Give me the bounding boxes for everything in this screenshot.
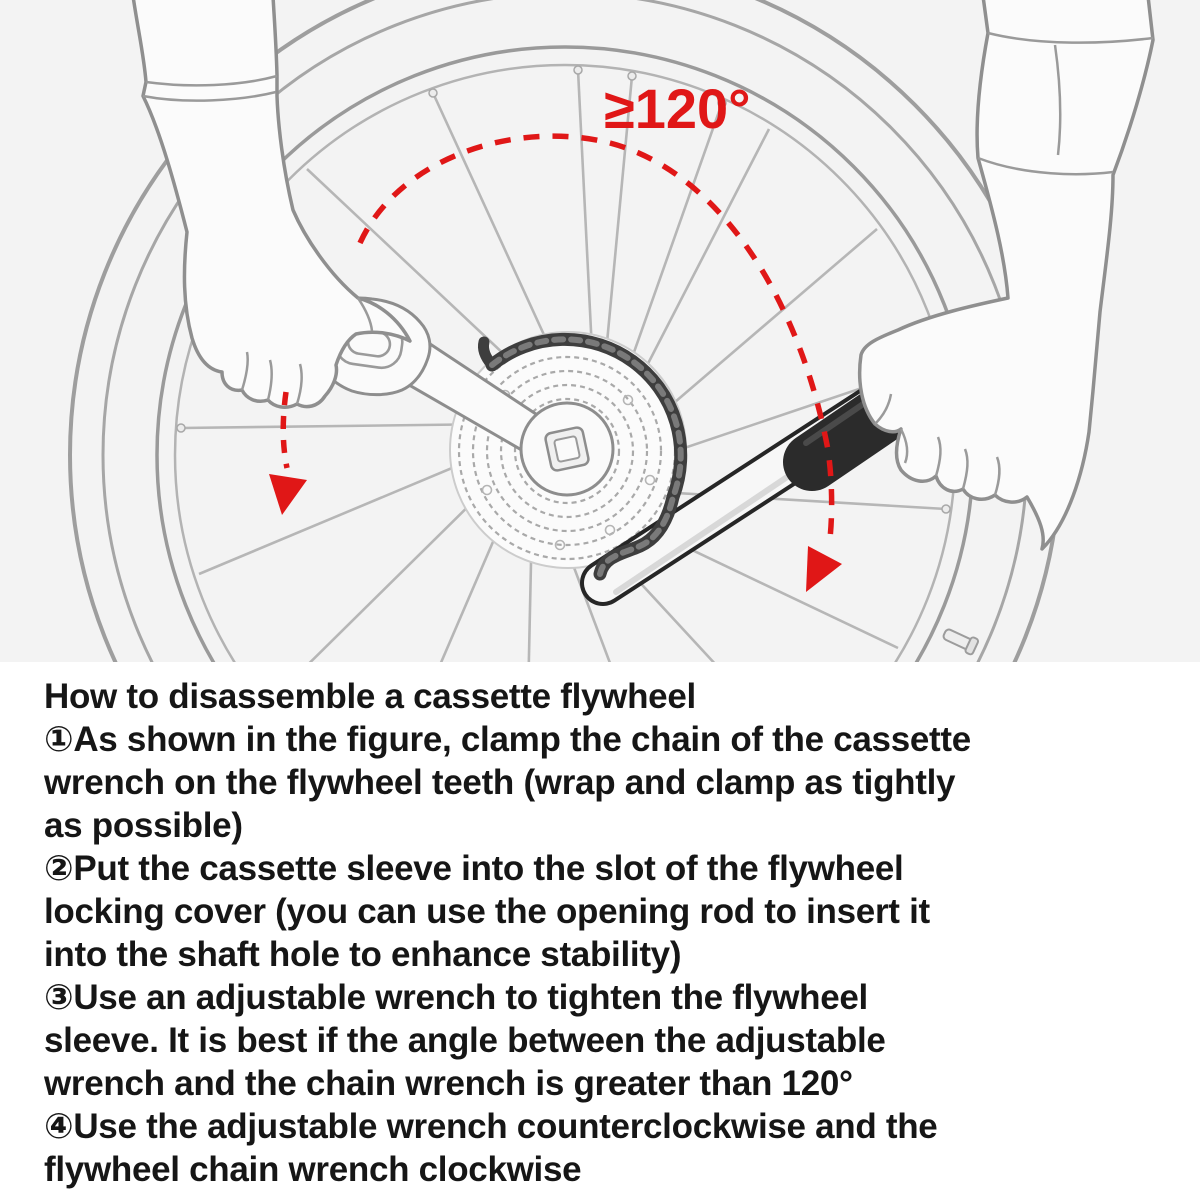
instruction-line: ①As shown in the figure, clamp the chain of the cassette (44, 720, 971, 759)
instruction-line: ②Put the cassette sleeve into the slot of the flywheel (44, 849, 904, 888)
instruction-line: sleeve. It is best if the angle between the adjustable (44, 1021, 886, 1060)
instruction-line: ④Use the adjustable wrench counterclockwise and the (44, 1107, 938, 1146)
instruction-title: How to disassemble a cassette flywheel (44, 677, 696, 716)
instruction-line: locking cover (you can use the opening rod to insert it (44, 892, 930, 931)
instruction-line: ③Use an adjustable wrench to tighten the flywheel (44, 978, 868, 1017)
instructions-panel (0, 662, 1200, 1200)
angle-label: ≥120° (604, 77, 751, 140)
instruction-line: wrench and the chain wrench is greater than 120° (44, 1064, 853, 1103)
instruction-line: into the shaft hole to enhance stability) (44, 935, 682, 974)
instruction-line: flywheel chain wrench clockwise (44, 1150, 582, 1189)
instruction-line: as possible) (44, 806, 243, 845)
instruction-line: wrench on the flywheel teeth (wrap and clamp as tightly (44, 763, 956, 802)
